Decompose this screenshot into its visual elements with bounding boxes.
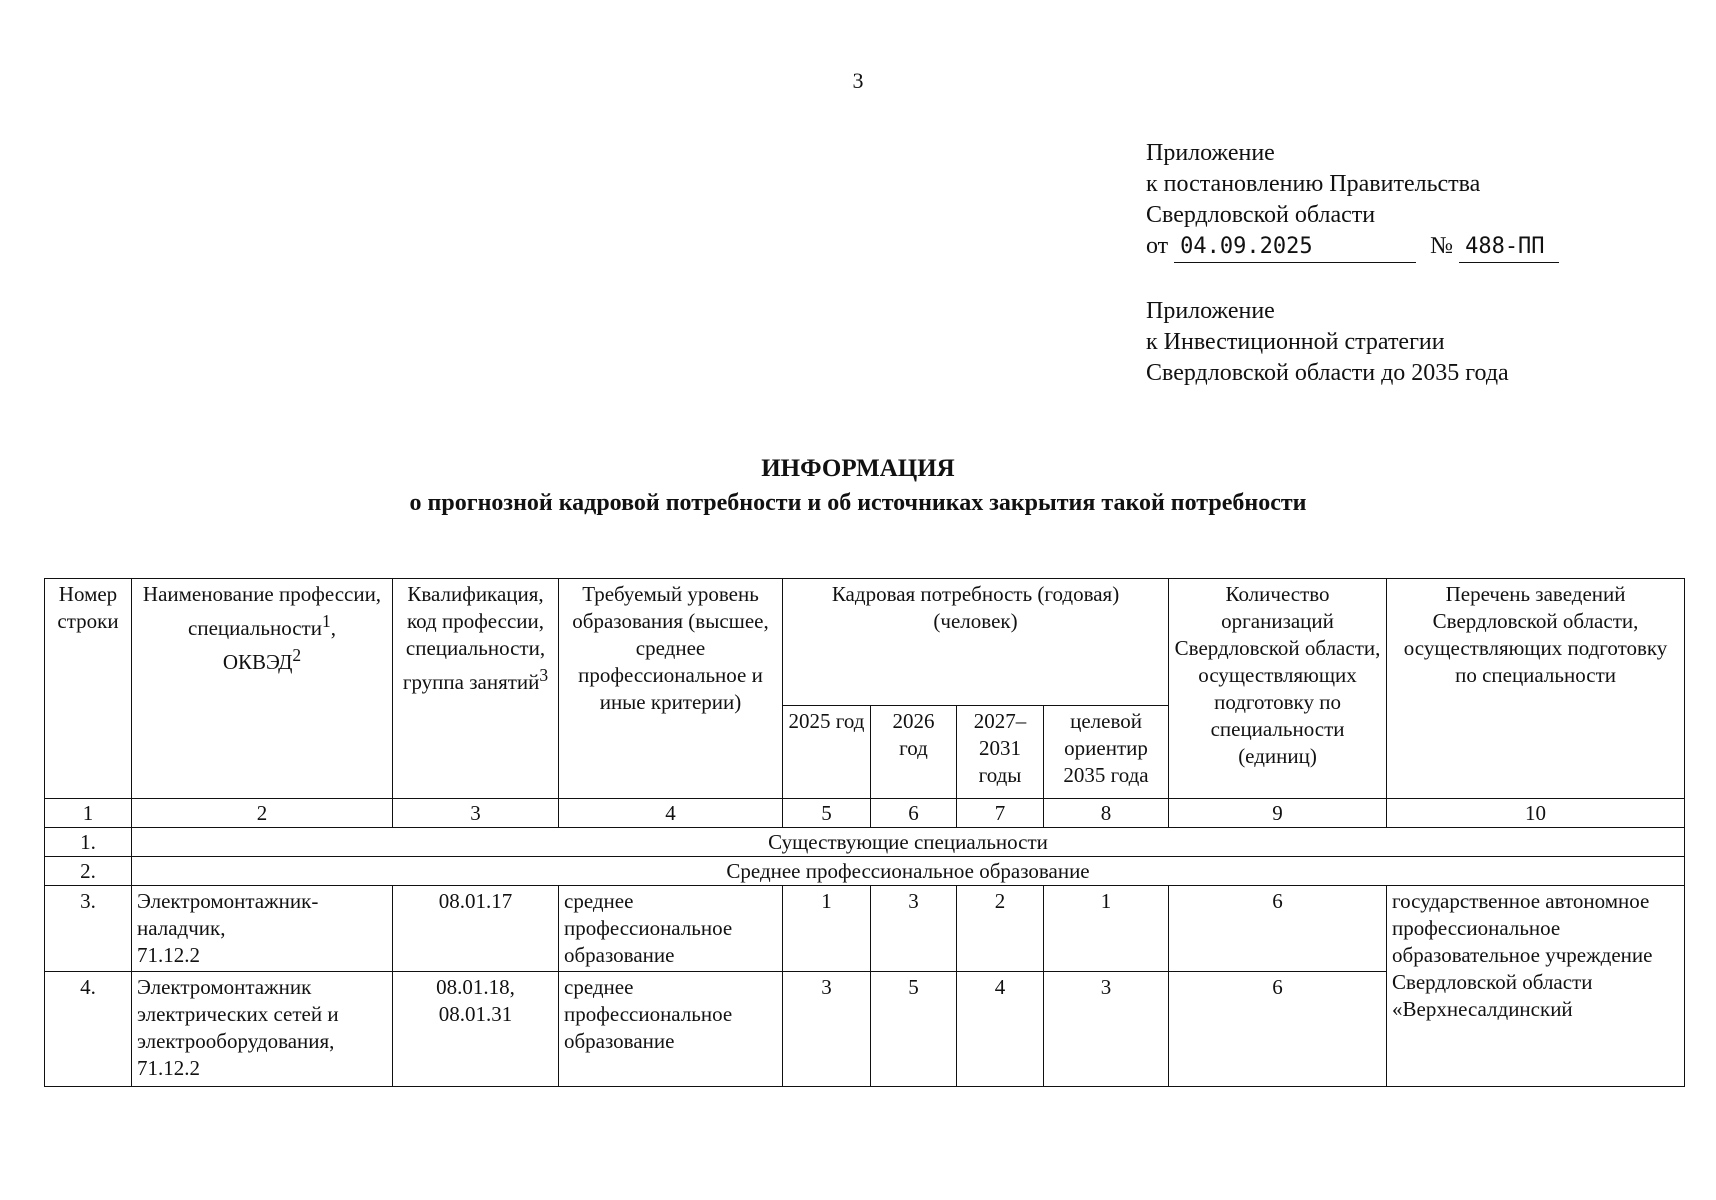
appendix-label: Приложение bbox=[1146, 140, 1275, 166]
appendix-block-decree bbox=[1146, 138, 1559, 263]
table-row bbox=[45, 886, 1685, 972]
appendix-region-line: Свердловской области bbox=[1146, 202, 1376, 228]
decree-number: 488-ПП bbox=[1459, 231, 1559, 263]
column-number: 4 bbox=[559, 799, 783, 828]
need-2025: 3 bbox=[783, 972, 871, 1087]
org-count: 6 bbox=[1169, 972, 1387, 1087]
okved-code: 71.12.2 bbox=[137, 943, 200, 967]
header-qualification-text: Квалификация, код профессии, специальности, группа занятий bbox=[402, 582, 546, 694]
org-count: 6 bbox=[1169, 886, 1387, 972]
row-number: 4. bbox=[45, 972, 132, 1087]
appendix-strategy-region-line: Свердловской области до 2035 года bbox=[1146, 360, 1509, 386]
section-number: 2. bbox=[45, 857, 132, 886]
header-row-number: Номер строки bbox=[45, 579, 132, 799]
column-number: 1 bbox=[45, 799, 132, 828]
column-number: 10 bbox=[1387, 799, 1685, 828]
header-years-2027-2031: 2027–2031 годы bbox=[957, 706, 1044, 799]
education-level: среднее профессиональное образование bbox=[559, 972, 783, 1087]
appendix-block-strategy bbox=[1146, 296, 1509, 389]
header-institutions: Перечень заведений Свердловской области, осуществляющих подготовку по специальности bbox=[1387, 579, 1685, 799]
column-number: 2 bbox=[132, 799, 393, 828]
number-prefix: № bbox=[1430, 233, 1454, 259]
header-year-2025: 2025 год bbox=[783, 706, 871, 799]
qualification-code: 08.01.17 bbox=[393, 886, 559, 972]
section-label: Среднее профессиональное образование bbox=[132, 857, 1685, 886]
decree-date-line bbox=[1146, 231, 1559, 263]
profession-cell bbox=[132, 972, 393, 1087]
header-org-count: Количество организаций Свердловской области, осуществляющих подготовку по специальности (единиц) bbox=[1169, 579, 1387, 799]
need-2025: 1 bbox=[783, 886, 871, 972]
column-number: 6 bbox=[871, 799, 957, 828]
footnote-3: 3 bbox=[539, 665, 549, 685]
column-number: 8 bbox=[1044, 799, 1169, 828]
qualification-code: 08.01.18, 08.01.31 bbox=[393, 972, 559, 1087]
institution-list: государственное автономное профессиональное образовательное учреждение Свердловской области «Верхнесалдинский bbox=[1387, 886, 1685, 1087]
column-number: 7 bbox=[957, 799, 1044, 828]
date-prefix: от bbox=[1146, 233, 1169, 259]
profession-cell bbox=[132, 886, 393, 972]
education-level: среднее профессиональное образование bbox=[559, 886, 783, 972]
title-subtitle: о прогнозной кадровой потребности и об источниках закрытия такой потребности bbox=[409, 490, 1307, 516]
row-number: 3. bbox=[45, 886, 132, 972]
profession-name: Электромонтажник-наладчик, bbox=[137, 889, 319, 940]
need-target-2035: 3 bbox=[1044, 972, 1169, 1087]
need-2026: 3 bbox=[871, 886, 957, 972]
document-title bbox=[0, 452, 1716, 520]
decree-date: 04.09.2025 bbox=[1174, 231, 1416, 263]
appendix-decree-line: к постановлению Правительства bbox=[1146, 171, 1481, 197]
need-2027-2031: 4 bbox=[957, 972, 1044, 1087]
header-education: Требуемый уровень образования (высшее, среднее профессиональное и иные критерии) bbox=[559, 579, 783, 799]
table-header-row bbox=[45, 579, 1685, 706]
section-row bbox=[45, 857, 1685, 886]
appendix-strategy-line: к Инвестиционной стратегии bbox=[1146, 329, 1445, 355]
page-number: 3 bbox=[852, 68, 864, 93]
section-row bbox=[45, 828, 1685, 857]
column-number: 9 bbox=[1169, 799, 1387, 828]
section-number: 1. bbox=[45, 828, 132, 857]
title-main: ИНФОРМАЦИЯ bbox=[761, 455, 955, 482]
appendix-label: Приложение bbox=[1146, 298, 1275, 324]
need-2027-2031: 2 bbox=[957, 886, 1044, 972]
footnote-1: 1 bbox=[321, 611, 331, 631]
column-number-row bbox=[45, 799, 1685, 828]
header-okved: ОКВЭД bbox=[222, 650, 293, 674]
need-2026: 5 bbox=[871, 972, 957, 1087]
column-number: 5 bbox=[783, 799, 871, 828]
need-target-2035: 1 bbox=[1044, 886, 1169, 972]
header-staff-need: Кадровая потребность (годовая) (человек) bbox=[783, 579, 1169, 706]
header-profession-text: Наименование профессии, специальности bbox=[142, 582, 382, 640]
column-number: 3 bbox=[393, 799, 559, 828]
header-target-2035: целевой ориентир 2035 года bbox=[1044, 706, 1169, 799]
footnote-2: 2 bbox=[292, 645, 302, 665]
header-profession: Наименование профессии, специальности$^1$, ОКВЭД$^2$ bbox=[132, 579, 393, 799]
staff-need-table bbox=[44, 578, 1685, 1087]
header-qualification bbox=[393, 579, 559, 799]
okved-code: 71.12.2 bbox=[137, 1056, 200, 1080]
header-year-2026: 2026 год bbox=[871, 706, 957, 799]
section-label: Существующие специальности bbox=[132, 828, 1685, 857]
profession-name: Электромонтажник электрических сетей и электрооборудования, bbox=[137, 975, 339, 1053]
